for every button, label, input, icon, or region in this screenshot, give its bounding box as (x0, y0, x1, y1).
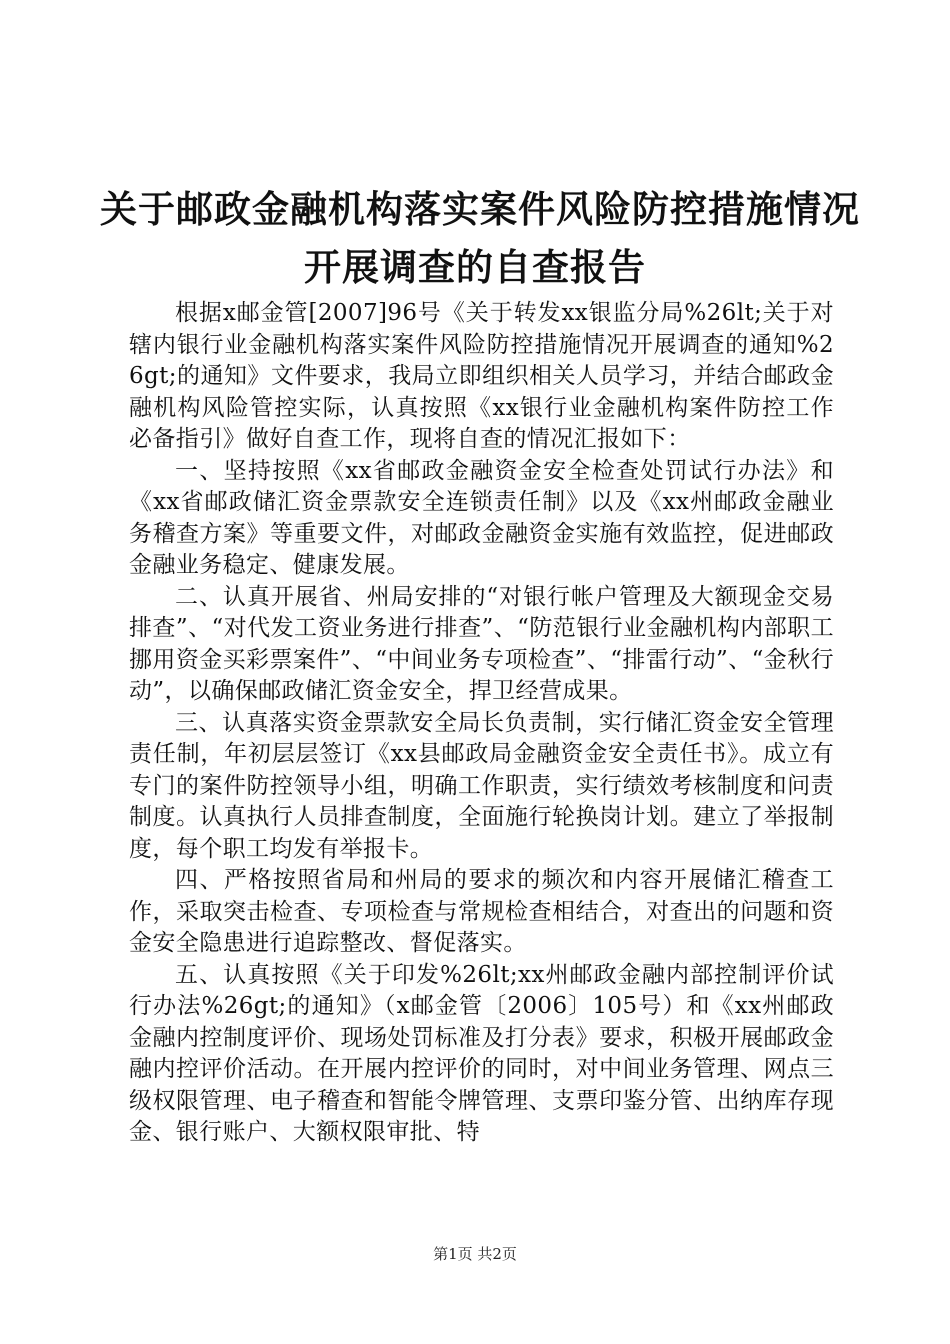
paragraph-item-1: 一、坚持按照《xx省邮政金融资金安全检查处罚试行办法》和《xx省邮政储汇资金票款安全连锁责任制》以及《xx州邮政金融业务稽查方案》等重要文件，对邮政金融资金实施有效监控，促进邮政金融业务稳定、健康发展。 (129, 457, 834, 578)
paragraph-item-3: 三、认真落实资金票款安全局长负责制，实行储汇资金安全管理责任制，年初层层签订《xx县邮政局金融资金安全责任书》。成立有专门的案件防控领导小组，明确工作职责，实行绩效考核制度和问责制度。认真执行人员排查制度，全面施行轮换岗计划。建立了举报制度，每个职工均发有举报卡。 (129, 709, 834, 862)
paragraph-item-4: 四、严格按照省局和州局的要求的频次和内容开展储汇稽查工作，采取突击检查、专项检查与常规检查相结合，对查出的问题和资金安全隐患进行追踪整改、督促落实。 (129, 867, 834, 956)
page-footer: 第1页 共2页 (433, 1245, 517, 1263)
document-title-line-2: 开展调查的自查报告 (304, 246, 646, 289)
document-title-line-1: 关于邮政金融机构落实案件风险防控措施情况 (100, 188, 860, 231)
document-body (129, 298, 834, 1149)
paragraph-item-5: 五、认真按照《关于印发%26lt;xx州邮政金融内部控制评价试行办法%26gt;的通知》（x邮金管〔2006〕105号）和《xx州邮政金融内控制度评价、现场处罚标准及打分表》要求，积极开展邮政金融内控评价活动。在开展内控评价的同时，对中间业务管理、网点三级权限管理、电子稽查和智能令牌管理、支票印鉴分管、出纳库存现金、银行账户、大额权限审批、特 (129, 961, 834, 1145)
paragraph-intro: 根据x邮金管[2007]96号《关于转发xx银监分局%26lt;关于对辖内银行业金融机构落实案件风险防控措施情况开展调查的通知%26gt;的通知》文件要求，我局立即组织相关人员学习，并结合邮政金融机构风险管控实际，认真按照《xx银行业金融机构案件防控工作必备指引》做好自查工作，现将自查的情况汇报如下： (129, 300, 834, 452)
paragraph-item-2: 二、认真开展省、州局安排的“对银行帐户管理及大额现金交易排查”、“对代发工资业务进行排查”、“防范银行业金融机构内部职工挪用资金买彩票案件”、“中间业务专项检查”、“排雷行动”、“金秋行动”，以确保邮政储汇资金安全，捍卫经营成果。 (129, 583, 834, 704)
